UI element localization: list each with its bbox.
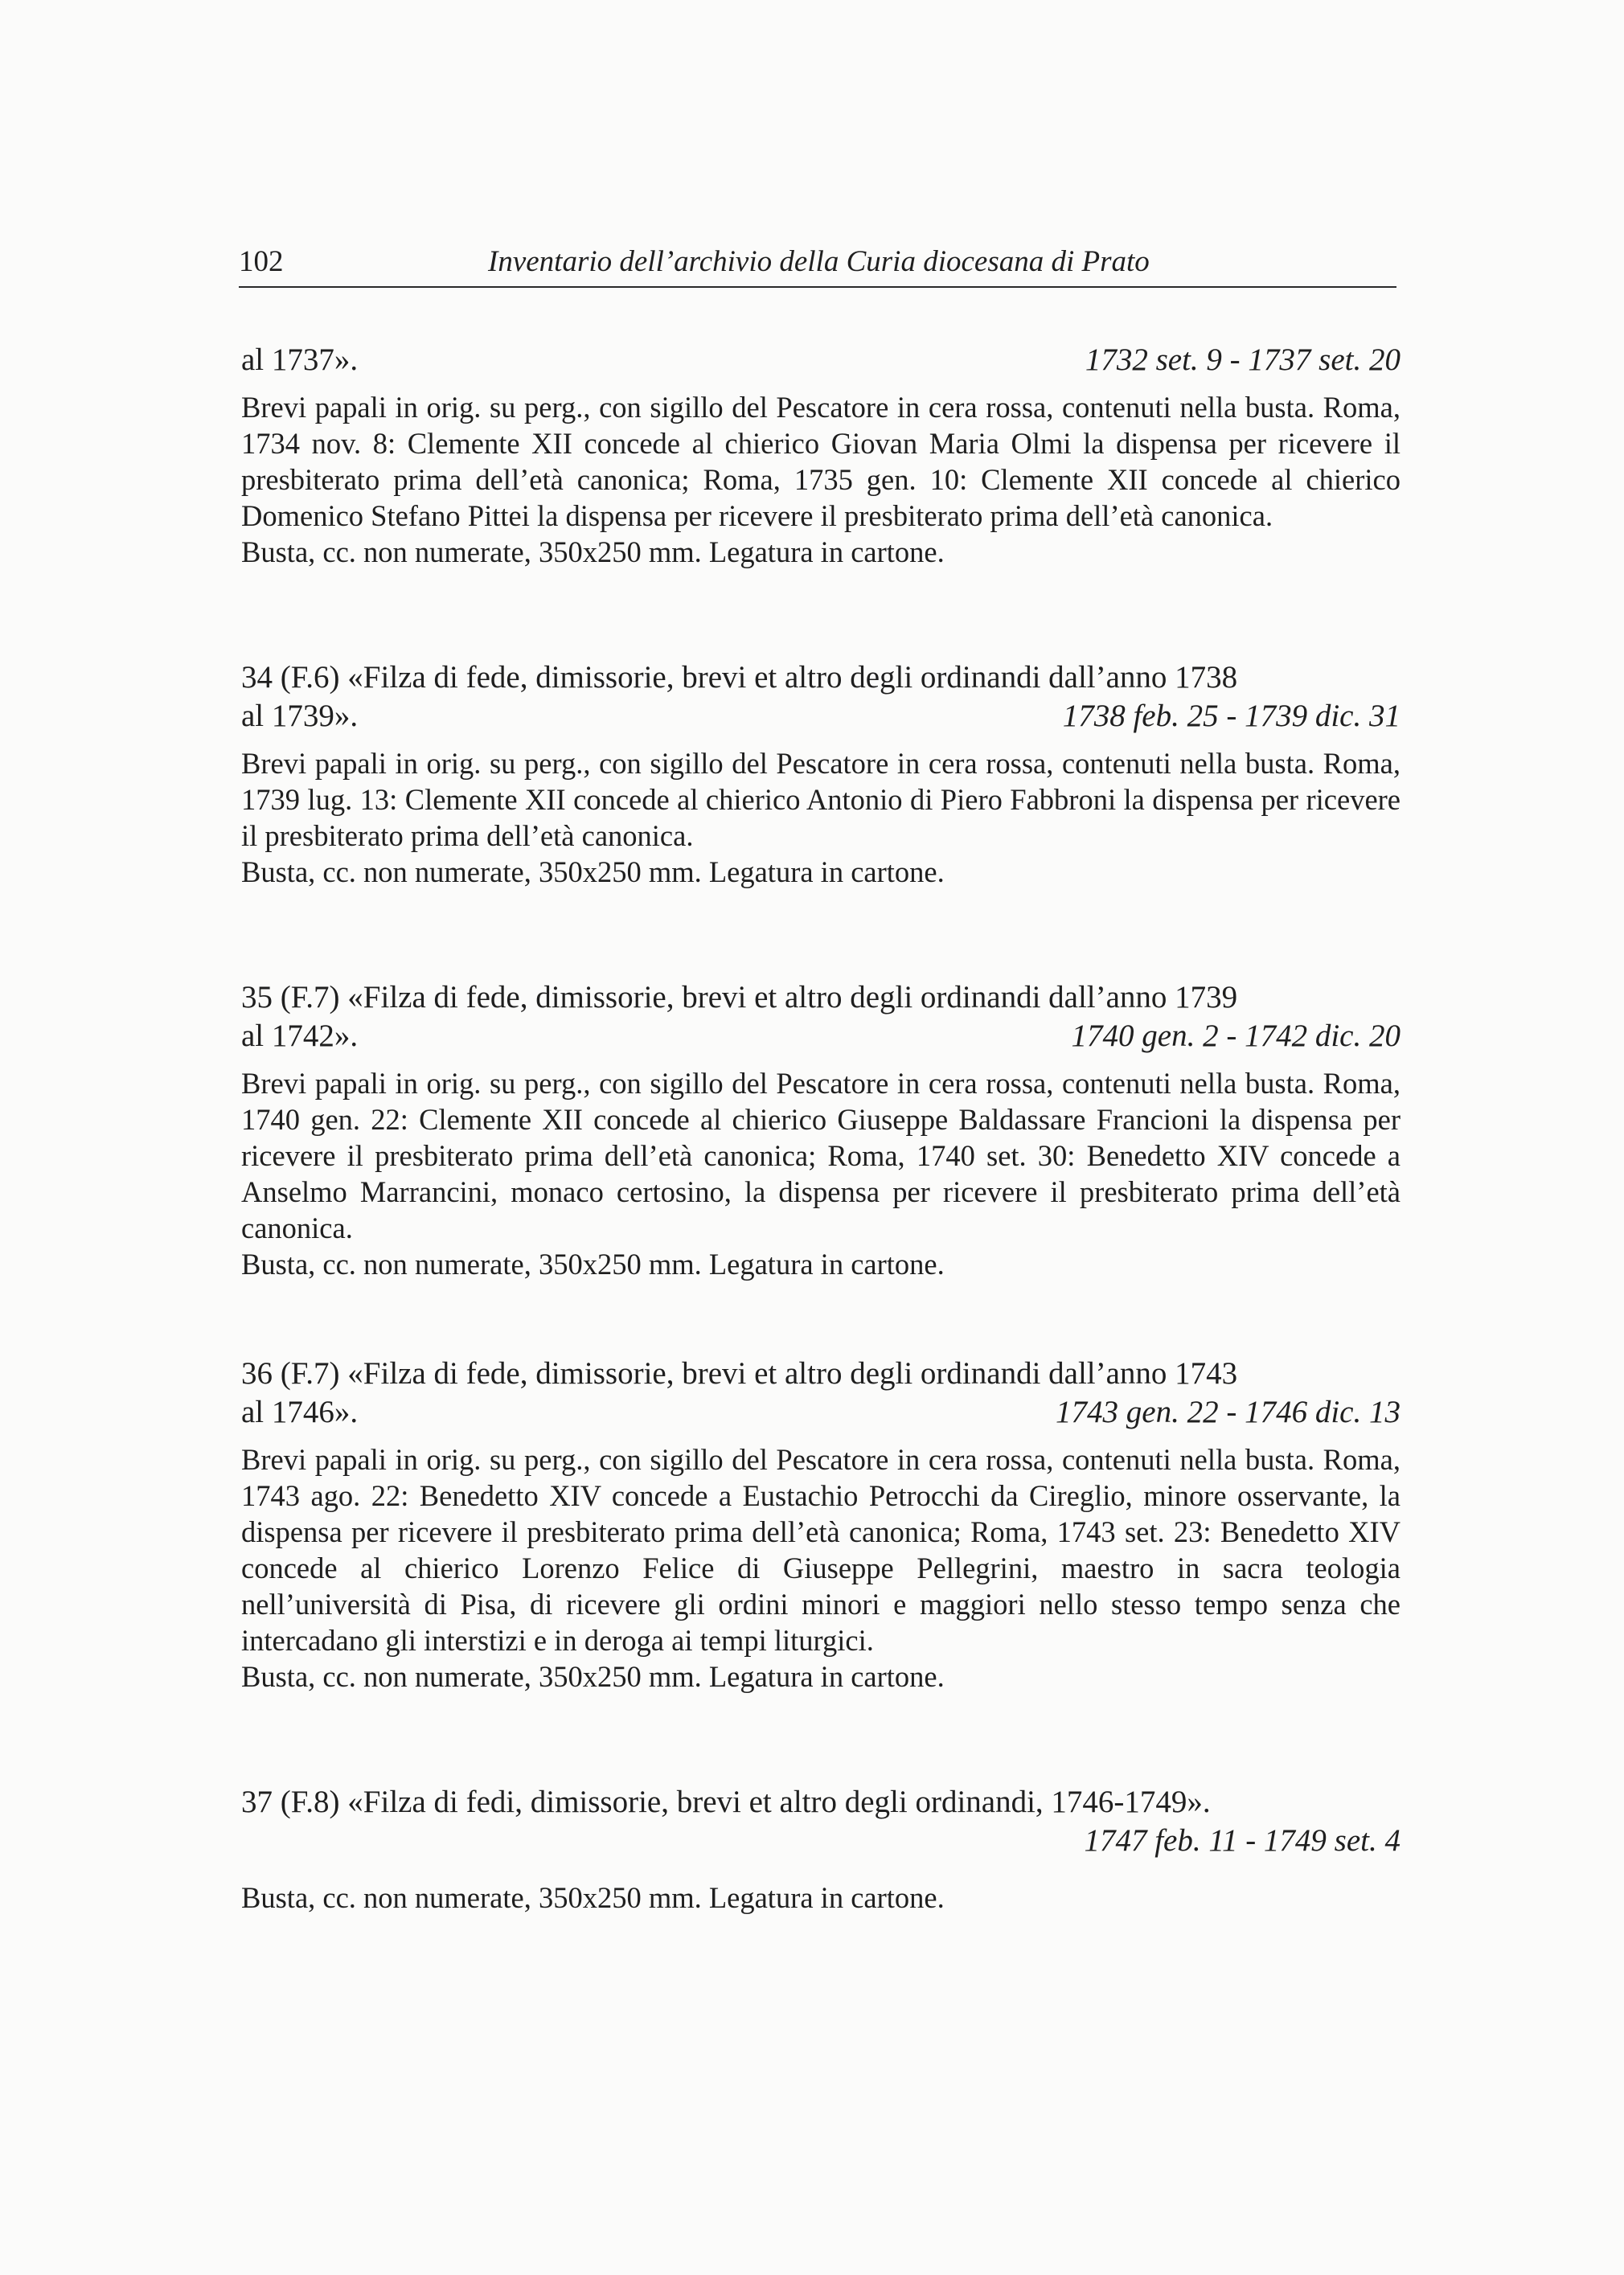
entry-title-tail: al 1739». [241, 699, 359, 733]
entry-heading [241, 658, 1400, 736]
entry-title: 36 (F.7) «Filza di fede, dimissorie, brevi et altro degli ordinandi dall’anno 1743 [241, 1356, 1238, 1391]
entry-title: 35 (F.7) «Filza di fede, dimissorie, brevi et altro degli ordinandi dall’anno 1739 [241, 980, 1238, 1015]
entry-description: Brevi papali in orig. su perg., con sigillo del Pescatore in cera rossa, contenuti nella busta. Roma, 1740 gen. 22: Clemente XII concede al chierico Giuseppe Baldassare Francioni la dispensa per ricevere il presbiterato prima dell’età canonica; Roma, 1740 set. 30: Benedetto XIV concede a Anselmo Marrancini, monaco certosino, la dispensa per ricevere il presbiterato prima dell’età canonica. [241, 1067, 1400, 1244]
entry-heading [241, 978, 1400, 1056]
entry-date-range: 1747 feb. 11 - 1749 set. 4 [1084, 1823, 1400, 1858]
entry-physical-description: Busta, cc. non numerate, 350x250 mm. Legatura in cartone. [241, 1881, 945, 1914]
running-title: Inventario dell’archivio della Curia diocesana di Prato [488, 245, 1150, 278]
entry-title-tail: al 1737». [241, 342, 359, 377]
entry-heading [241, 341, 1400, 379]
page-body [241, 341, 1400, 1916]
page-number: 102 [239, 245, 284, 278]
entry-33 [241, 341, 1400, 570]
entry-heading [241, 1355, 1400, 1432]
entry-physical-description: Busta, cc. non numerate, 350x250 mm. Legatura in cartone. [241, 1248, 945, 1281]
entry-title-tail: al 1742». [241, 1019, 359, 1053]
entry-date-range: 1732 set. 9 - 1737 set. 20 [1085, 342, 1400, 377]
entry-title: 37 (F.8) «Filza di fedi, dimissorie, brevi et altro degli ordinandi, 1746-1749». [241, 1785, 1211, 1819]
entry-35 [241, 978, 1400, 1282]
entry-title: 34 (F.6) «Filza di fede, dimissorie, brevi et altro degli ordinandi dall’anno 1738 [241, 660, 1238, 695]
entry-37 [241, 1783, 1400, 1916]
entry-date-range: 1738 feb. 25 - 1739 dic. 31 [1062, 699, 1400, 733]
entry-description: Brevi papali in orig. su perg., con sigillo del Pescatore in cera rossa, contenuti nella busta. Roma, 1743 ago. 22: Benedetto XIV concede a Eustachio Petrocchi da Cireglio, minore osservante, la dispensa per ricevere il presbiterato prima dell’età canonica; Roma, 1743 set. 23: Benedetto XIV concede al chierico Lorenzo Felice di Giuseppe Pellegrini, maestro in sacra teologia nell’università di Pisa, di ricevere gli ordini minori e maggiori nello stesso tempo senza che intercadano gli interstizi e in deroga ai tempi liturgici. [241, 1443, 1400, 1657]
page-header [239, 241, 1396, 288]
entry-physical-description: Busta, cc. non numerate, 350x250 mm. Legatura in cartone. [241, 535, 945, 568]
entry-36 [241, 1355, 1400, 1695]
entry-34 [241, 658, 1400, 890]
entry-heading [241, 1783, 1400, 1860]
entry-title-tail: al 1746». [241, 1395, 359, 1429]
entry-date-range: 1740 gen. 2 - 1742 dic. 20 [1071, 1019, 1400, 1053]
entry-physical-description: Busta, cc. non numerate, 350x250 mm. Legatura in cartone. [241, 855, 945, 888]
entry-description: Brevi papali in orig. su perg., con sigillo del Pescatore in cera rossa, contenuti nella busta. Roma, 1739 lug. 13: Clemente XII concede al chierico Antonio di Piero Fabbroni la dispensa per ricevere il presbiterato prima dell’età canonica. [241, 747, 1400, 852]
entry-description: Brevi papali in orig. su perg., con sigillo del Pescatore in cera rossa, contenuti nella busta. Roma, 1734 nov. 8: Clemente XII concede al chierico Giovan Maria Olmi la dispensa per ricevere il presbiterato prima dell’età canonica; Roma, 1735 gen. 10: Clemente XII concede al chierico Domenico Stefano Pittei la dispensa per ricevere il presbiterato prima dell’età canonica. [241, 391, 1400, 532]
entry-date-range: 1743 gen. 22 - 1746 dic. 13 [1056, 1395, 1400, 1429]
entry-physical-description: Busta, cc. non numerate, 350x250 mm. Legatura in cartone. [241, 1660, 945, 1693]
